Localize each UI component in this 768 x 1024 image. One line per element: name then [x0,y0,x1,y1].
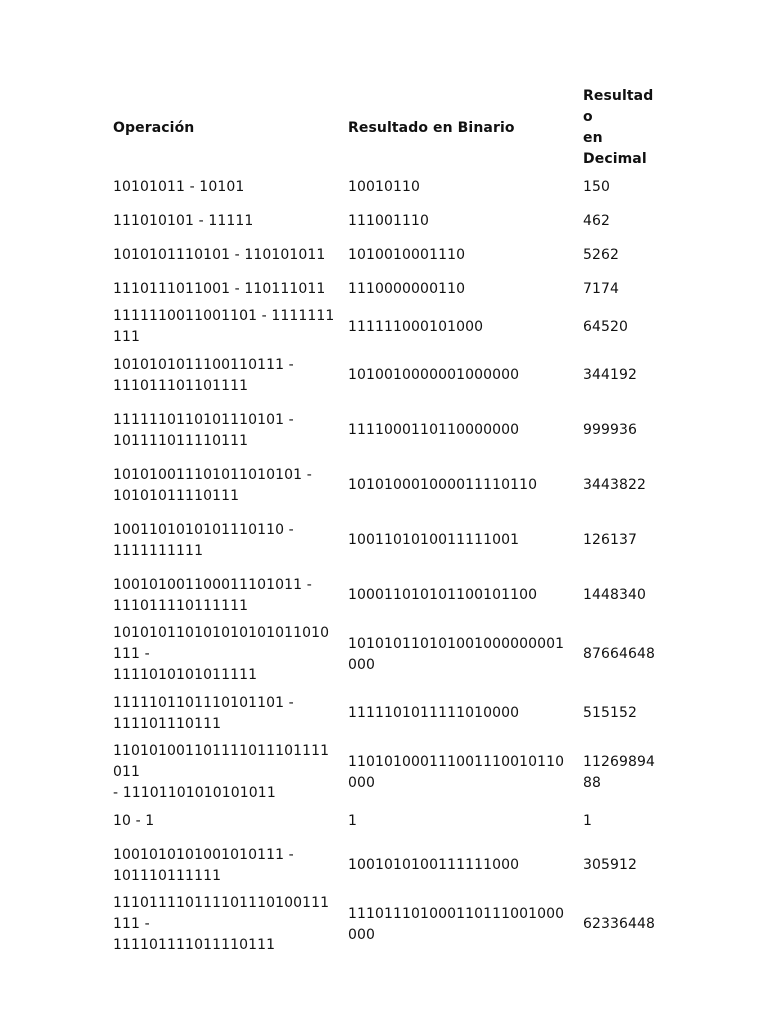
operation-cell: 1001010101001010111 - 101110111111 [113,846,294,884]
decimal-result-cell: 87664648 [583,646,656,662]
decimal-result-cell: 462 [583,212,611,229]
decimal-result-cell: 11269894 88 [583,753,656,791]
operation-cell: 1010101110101 - 110101011 [113,246,326,263]
decimal-result-cell: 305912 [583,857,638,873]
table-row [107,170,667,204]
header-binary: Resultado en Binario [348,119,515,136]
binary-result-cell: 1111101011111010000 [348,705,520,721]
operation-cell: 100101001100011101011 - 111011110111111 [113,576,312,614]
table-row [107,272,667,306]
decimal-result-cell: 3443822 [583,477,647,493]
table-row [107,458,667,513]
table-row [107,686,667,741]
decimal-result-cell: 1 [583,812,593,829]
operation-cell: 111010101 - 11111 [113,212,254,229]
operation-cell: 1001101010101110110 - 1111111111 [113,521,294,559]
table-row [107,238,667,272]
decimal-result-cell: 344192 [583,367,638,383]
operation-cell: 1111110110101110101 - 101111011110111 [113,411,294,449]
header-decimal: Resultado en Decimal [583,88,654,167]
binary-result-cell: 111111000101000 [348,318,484,335]
table-row [107,568,667,623]
decimal-result-cell: 5262 [583,246,620,263]
operation-cell: 1110111011001 - 110111011 [113,280,326,297]
decimal-result-cell: 7174 [583,280,620,297]
table-row [107,623,667,686]
binary-result-cell: 1001010100111111000 [348,857,520,873]
operation-cell: 1111110011001101 - 1111111111 [113,308,335,345]
decimal-result-cell: 999936 [583,422,638,438]
binary-result-cell: 1001101010011111001 [348,532,520,548]
table-row [107,893,667,956]
header-operation: Operación [113,119,195,136]
operation-cell: 111011110111101110100111111 - 111101111011110111 [113,895,330,953]
table-row [107,838,667,893]
table-row [107,513,667,568]
binary-result-cell: 111001110 [348,212,430,229]
decimal-result-cell: 1448340 [583,587,647,603]
operation-cell: 1111101101110101101 - 111101110111 [113,694,294,732]
binary-result-cell: 101010110101001000000001000 [348,635,565,673]
table-header-row [107,86,667,170]
decimal-result-cell: 515152 [583,705,638,721]
binary-result-cell: 110101000111001110010110000 [348,753,565,791]
operation-cell: 101010011101011010101 - 10101011110111 [113,466,312,504]
table-row [107,741,667,804]
table-row [107,204,667,238]
decimal-result-cell: 62336448 [583,916,656,932]
binary-result-cell: 1010010001110 [348,246,466,263]
table-row [107,348,667,403]
binary-result-cell: 101010001000011110110 [348,477,538,493]
operation-cell: 110101001101111011101111011 - 11101101010101011 [113,743,330,801]
table-row [107,306,667,348]
operation-cell: 10101011 - 10101 [113,178,245,195]
binary-result-cell: 100011010101100101100 [348,587,538,603]
operation-cell: 1010101011100110111 - 111011101101111 [113,356,294,394]
operation-cell: 10 - 1 [113,812,155,829]
decimal-result-cell: 150 [583,178,611,195]
table-row [107,403,667,458]
binary-result-cell: 10010110 [348,178,421,195]
binary-result-cell: 111011101000110111001000000 [348,905,565,943]
binary-result-cell: 1111000110110000000 [348,422,520,438]
table-row [107,804,667,838]
binary-result-cell: 1010010000001000000 [348,367,520,383]
operation-cell: 101010110101010101011010111 - 1111010101011111 [113,625,330,683]
decimal-result-cell: 126137 [583,532,638,548]
decimal-result-cell: 64520 [583,318,629,335]
binary-result-cell: 1 [348,812,358,829]
results-table [107,86,667,956]
binary-result-cell: 1110000000110 [348,280,466,297]
